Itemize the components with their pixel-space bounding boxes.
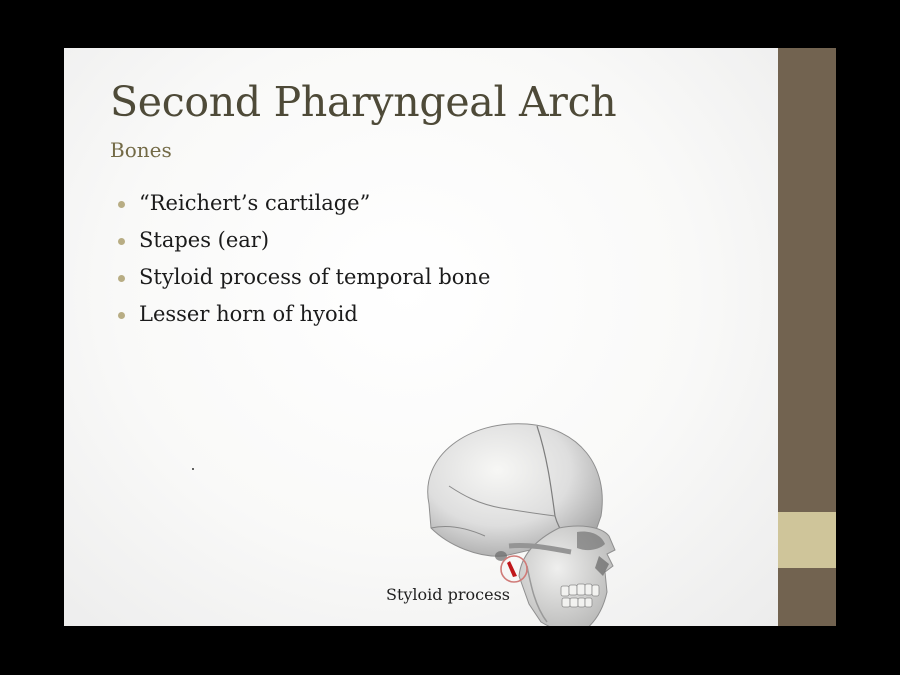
bullet-text: Lesser horn of hyoid [139, 302, 358, 326]
slide-title: Second Pharyngeal Arch [110, 78, 617, 126]
bullet-dot-icon [118, 201, 125, 208]
bullet-text: Stapes (ear) [139, 228, 270, 252]
slide-subtitle: Bones [110, 138, 172, 162]
slide [64, 48, 778, 626]
sidebar-accent [778, 512, 836, 568]
bullet-item [118, 296, 490, 333]
bullet-list [118, 185, 490, 333]
bullet-dot-icon [118, 275, 125, 282]
bullet-text: Styloid process of temporal bone [139, 265, 491, 289]
bullet-dot-icon [118, 312, 125, 319]
bullet-item [118, 185, 490, 222]
figure-caption: Styloid process [386, 585, 510, 604]
stray-dot [192, 468, 194, 470]
bullet-item [118, 259, 490, 296]
bullet-dot-icon [118, 238, 125, 245]
bullet-item [118, 222, 490, 259]
bullet-text: “Reichert’s cartilage” [139, 191, 371, 215]
slide-sidebar [778, 48, 836, 626]
